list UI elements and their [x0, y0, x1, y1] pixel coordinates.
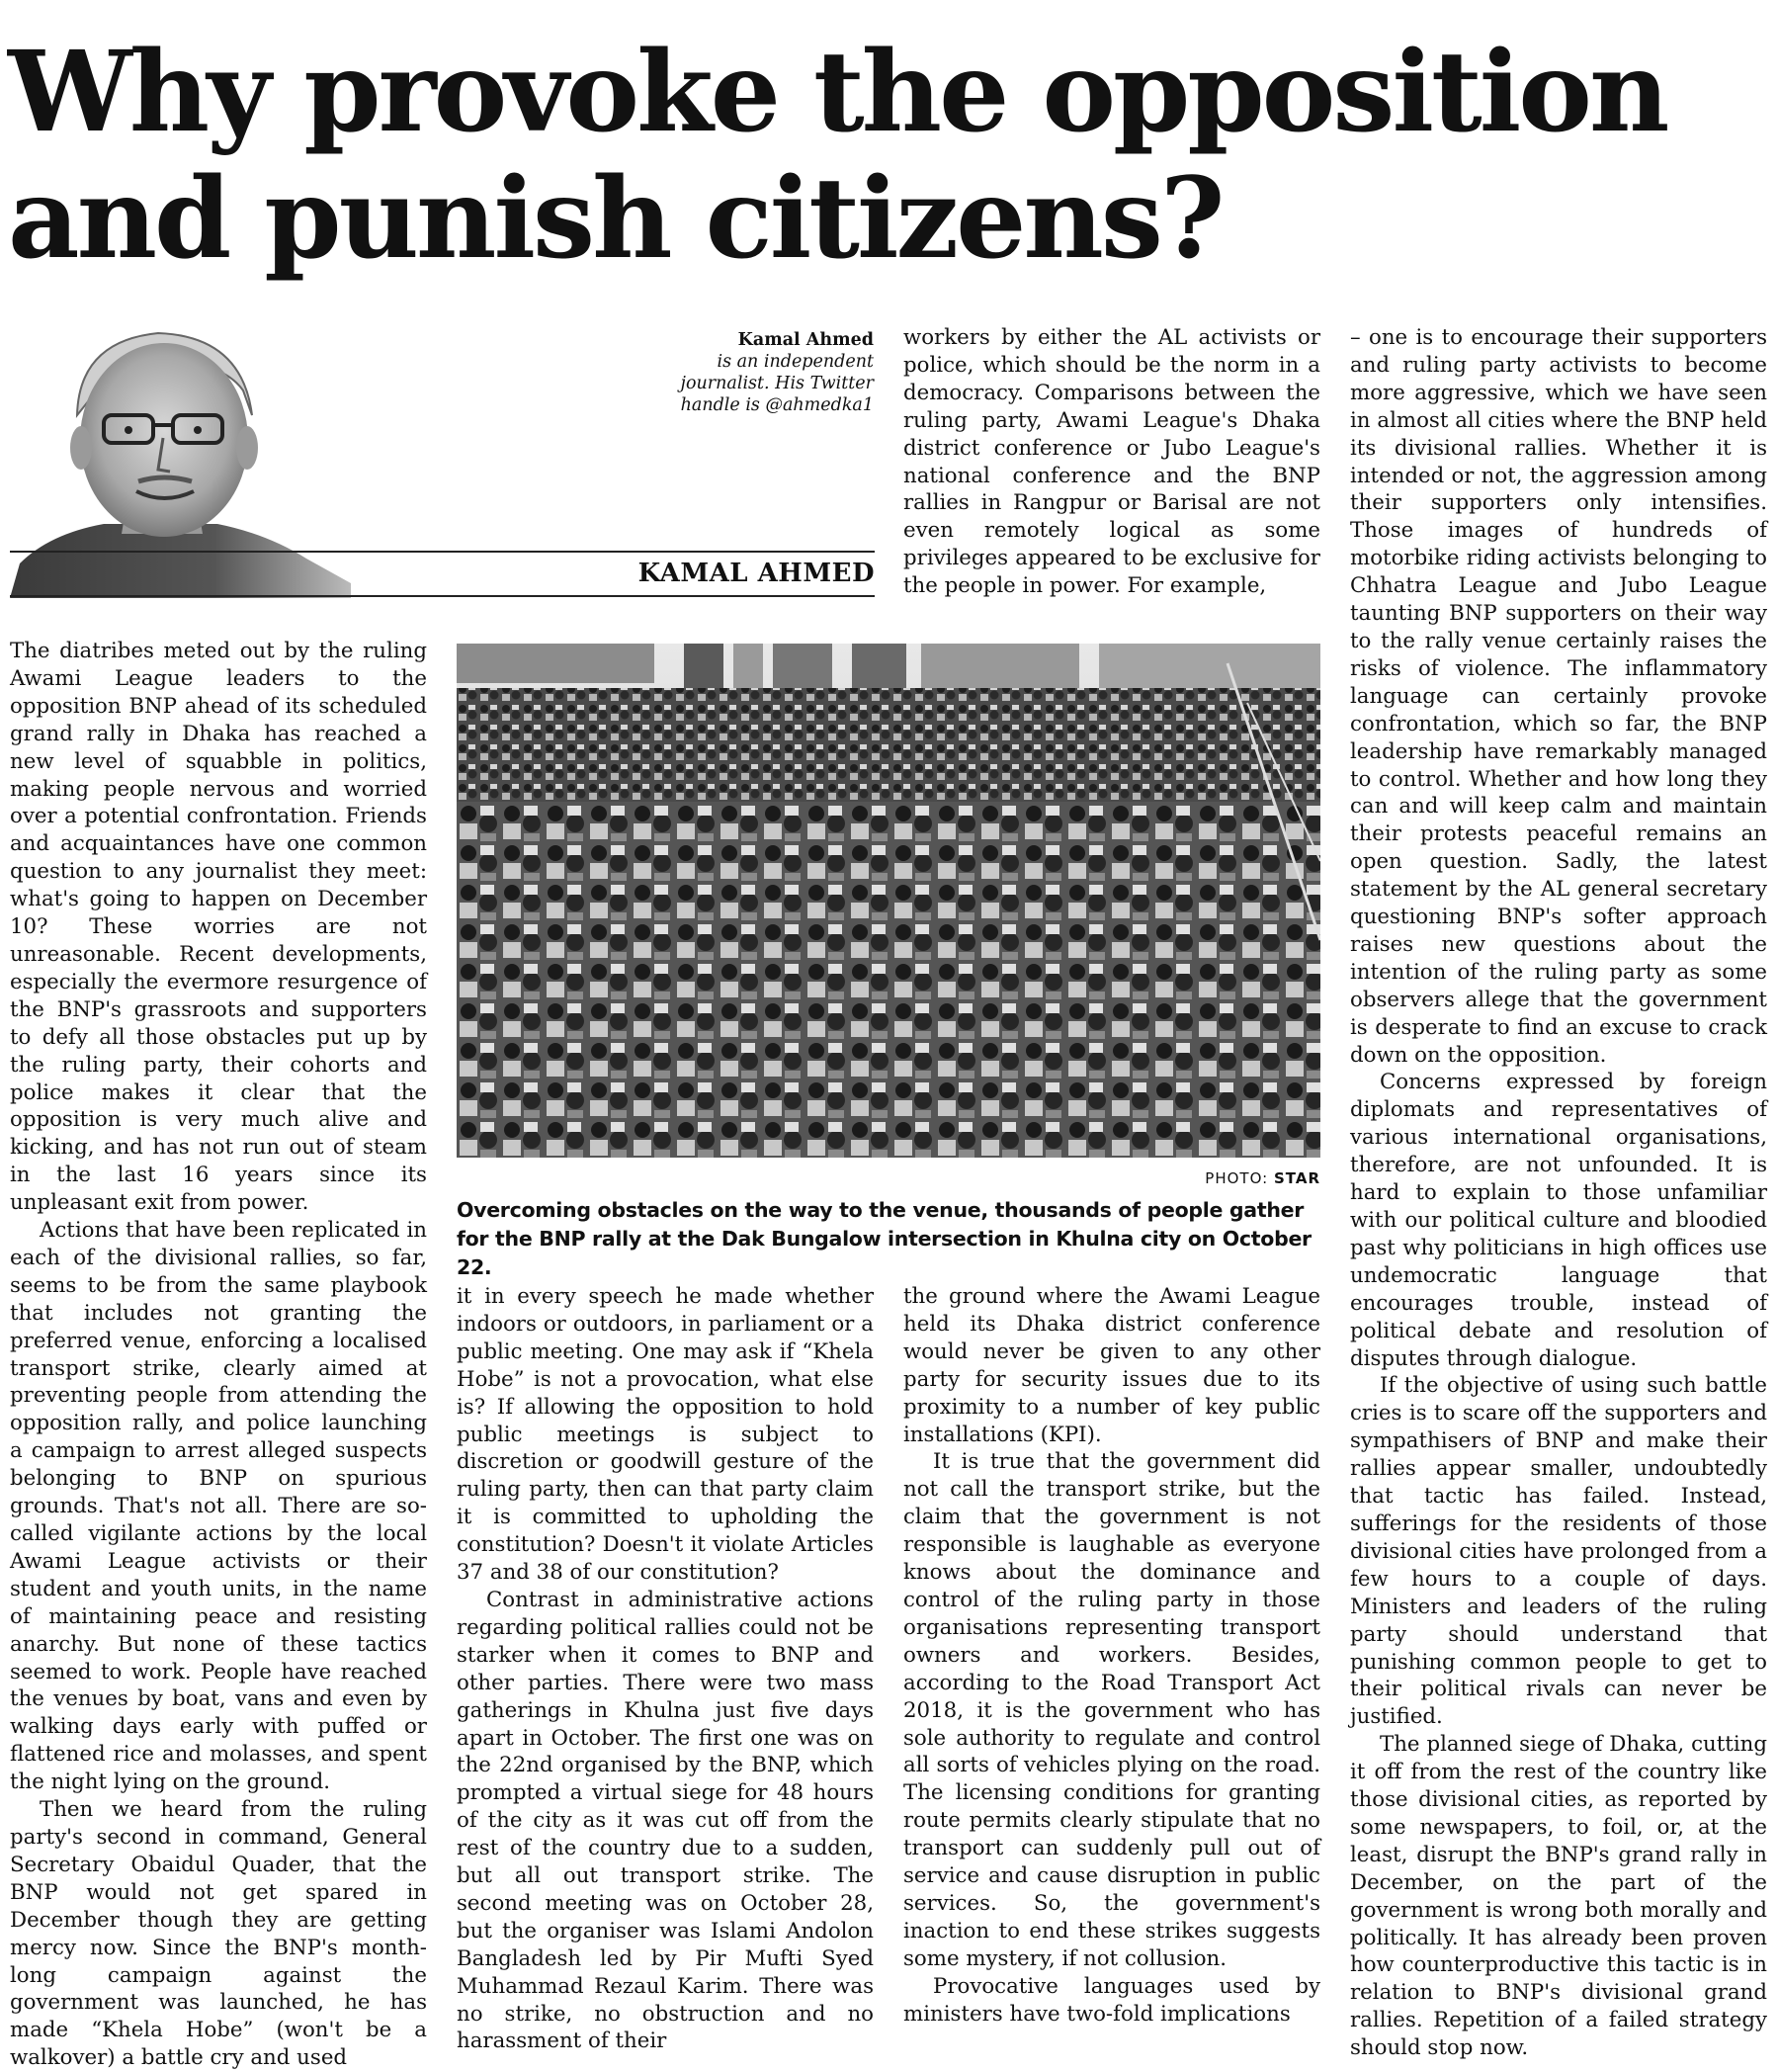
author-bio-text: is an independent journalist. His Twitter handle is @ahmedka1 — [680, 352, 874, 415]
paragraph: Provocative languages used by ministers have two-fold implications — [903, 1973, 1320, 2027]
paragraph: The planned siege of Dhaka, cutting it off from the rest of the country like those divisional cities, as reported by some newspapers, to foil, or, at the least, disrupt the BNP's grand rally in December, on the part of the government is wrong both morally and politically. It has already been proven how counterproductive this tactic is in relation to BNP's divisional grand rallies. Repetition of a failed strategy should stop now. — [1350, 1732, 1767, 2061]
paragraph: Contrast in administrative actions regarding political rallies could not be starker when it comes to BNP and other parties. There were two mass gatherings in Khulna just five days apart in October. The first one was on the 22nd organised by the BNP, which prompted a virtual siege for 48 hours of the city as it was cut off from the rest of the country due to a sudden, but all out transport strike. The second meeting was on October 28, but the organiser was Islami Andolon Bangladesh led by Pir Mufti Syed Muhammad Rezaul Karim. There was no strike, no obstruction and no harassment of their — [457, 1587, 874, 2054]
paragraph: Then we heard from the ruling party's second in command, General Secretary Obaidul Quader, that the BNP would not get spared in December though they are getting mercy now. Since the BNP's month-long campaign against the government was launched, he has made “Khela Hobe” (won't be a walkover) a battle cry and used — [10, 1797, 427, 2071]
paragraph: It is true that the government did not call the transport strike, but the claim that the government is not responsible is laughable as everyone knows about the dominance and control of the ruling party in those organisations representing transport owners and workers. Besides, according to the Road Transport Act 2018, it is the government who has sole authority to regulate and control all sorts of vehicles plying on the road. The licensing conditions for granting route permits clearly stipulate that no transport can suddenly pull out of service and cause disruption in public services. So, the government's inaction to end these strikes suggests some mystery, if not collusion. — [903, 1449, 1320, 1971]
author-bio-name: Kamal Ahmed — [737, 330, 874, 350]
byline: KAMAL AHMED — [637, 559, 875, 588]
paragraph: – one is to encourage their supporters and ruling party activists to become more aggressive, which we have seen in almost all cities where the BNP held its divisional rallies. Whether it is intended or not, the aggression among their supporters only intensifies. Those images of hundreds of motorbike riding activists belonging to Chhatra League and Jubo League taunting BNP supporters on their way to the rally venue certainly raises the risks of violence. The inflammatory language can certainly provoke confrontation, which so far, the BNP leadership have remarkably managed to control. Whether and how long they can and will keep calm and maintain their protests peaceful remains an open question. Sadly, the latest statement by the AL general secretary questioning BNP's softer approach raises new questions about the intention of the ruling party as some observers allege that the government is desperate to find an excuse to crack down on the opposition. — [1350, 325, 1767, 1068]
byline-rule-top — [10, 551, 875, 553]
article-column-4 — [1350, 324, 1767, 2062]
article-column-3-bottom — [903, 1283, 1320, 2028]
paragraph: Actions that have been replicated in each of the divisional rallies, so far, seems to be from the same playbook that includes not granting the preferred venue, enforcing a localised transport strike, clearly aimed at preventing people from attending the opposition rally, and police launching a campaign to arrest alleged suspects belonging to BNP on spurious grounds. That's not all. There are so-called vigilante actions by the local Awami League activists or their student and youth units, in the name of maintaining peace and resisting anarchy. But none of these tactics seemed to work. People have reached the venues by boat, vans and even by walking days early with puffed or flattened rice and molasses, and spent the night lying on the ground. — [10, 1218, 427, 1795]
byline-rule-bottom — [10, 595, 875, 597]
rally-crowd-image — [457, 644, 1320, 1158]
author-portrait — [10, 321, 351, 598]
paragraph: workers by either the AL activists or police, which should be the norm in a democracy. Comparisons between the ruling party, Awami League's Dhaka district conference or Jubo League's national conference and the BNP rallies in Rangpur or Barisal are not even remotely logical as some privileges appeared to be exclusive for the people in power. For example, — [903, 325, 1320, 599]
paragraph: If the objective of using such battle cries is to scare off the supporters and sympathisers of BNP and make their rallies appear smaller, undoubtedly that tactic has failed. Instead, sufferings for the residents of those divisional cities have prolonged from a few hours to a couple of days. Ministers and leaders of the ruling party should understand that punishing common people to get to their political rivals can never be justified. — [1350, 1373, 1767, 1730]
article-column-2 — [457, 1283, 874, 2055]
paragraph: The diatribes meted out by the ruling Awami League leaders to the opposition BNP ahead of its scheduled grand rally in Dhaka has reached a new level of squabble in politics, making people nervous and worried over a potential confrontation. Friends and acquaintances have one common question to any journalist they meet: what's going to happen on December 10? These worries are not unreasonable. Recent developments, especially the evermore resurgence of the BNP's grassroots and supporters to defy all those obstacles put up by the ruling party, their cohorts and police makes it clear that the opposition is very much alive and kicking, and has not run out of steam in the last 16 years since its unpleasant exit from power. — [10, 639, 427, 1216]
rally-crowd-photo — [457, 644, 1320, 1158]
headline — [8, 30, 1767, 283]
photo-credit-source: STAR — [1273, 1169, 1320, 1187]
paragraph: it in every speech he made whether indoors or outdoors, in parliament or a public meeting. One may ask if “Khela Hobe” is not a provocation, what else is? If allowing the opposition to hold public meetings is subject to discretion or goodwill gesture of the ruling party, then can that party claim it is committed to upholding the constitution? Doesn't it violate Articles 37 and 38 of our constitution? — [457, 1284, 874, 1586]
article-column-1 — [10, 638, 427, 2072]
headline-line-2: and punish citizens? — [8, 154, 1223, 284]
article-column-3-top — [903, 324, 1320, 600]
paragraph: the ground where the Awami League held its Dhaka district conference would never be given to any other party for security issues due to its proximity to a number of key public installations (KPI). — [903, 1284, 1320, 1447]
author-bio — [646, 329, 874, 416]
photo-credit — [1087, 1169, 1320, 1187]
paragraph: Concerns expressed by foreign diplomats and representatives of various international organisations, therefore, are not unfounded. It is hard to explain to those unfamiliar with our political culture and bloodied past why politicians in high offices use undemocratic language that encourages trouble, instead of political debate and resolution of disputes through dialogue. — [1350, 1070, 1767, 1371]
author-portrait-image — [10, 321, 351, 598]
photo-caption: Overcoming obstacles on the way to the venue, thousands of people gather for the BNP rally at the Dak Bungalow intersection in Khulna city on October 22. — [457, 1198, 1312, 1279]
photo-credit-label: PHOTO: — [1205, 1169, 1269, 1187]
headline-line-1: Why provoke the opposition — [8, 28, 1667, 157]
